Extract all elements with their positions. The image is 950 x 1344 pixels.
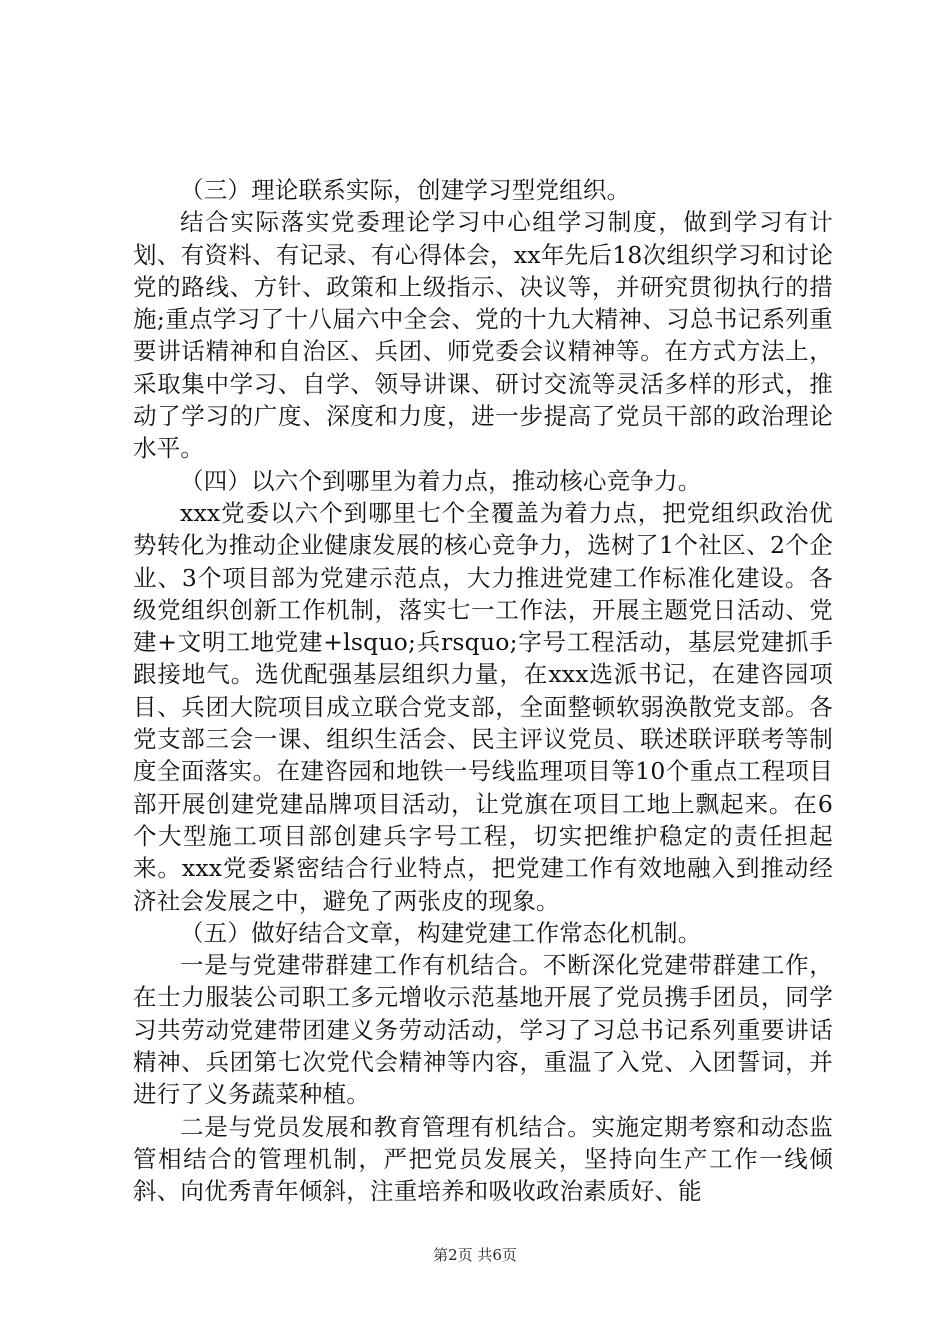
body-paragraph: xxx党委以六个到哪里七个全覆盖为着力点，把党组织政治优势转化为推动企业健康发展的核心竞争力，选树了1个社区、2个企业、3个项目部为党建示范点，大力推进党建工作标准化建设。各级党组织创新工作机制，落实七一工作法，开展主题党日活动、党建+文明工地党建+lsquo;兵rsquo;字号工程活动，基层党建抓手跟接地气。选优配强基层组织力量，在xxx选派书记，在建咨园项目、兵团大院项目成立联合党支部，全面整顿软弱涣散党支部。各党支部三会一课、组织生活会、民主评议党员、联述联评联考等制度全面落实。在建咨园和地铁一号线监理项目等10个重点工程项目部开展创建党建品牌项目活动，让党旗在项目工地上飘起来。在6个大型施工项目部创建兵字号工程，切实把维护稳定的责任担起来。xxx党委紧密结合行业特点，把党建工作有效地融入到推动经济社会发展之中，避免了两张皮的现象。 <box>133 498 833 915</box>
body-paragraph: 一是与党建带群建工作有机结合。不断深化党建带群建工作，在士力服装公司职工多元增收示范基地开展了党员携手团员，同学习共劳动党建带团建义务劳动活动，学习了习总书记系列重要讲话精神、兵团第七次党代会精神等内容，重温了入党、入团誓词，并进行了义务蔬菜种植。 <box>133 951 833 1109</box>
section-heading-4: （四）以六个到哪里为着力点，推动核心竞争力。 <box>180 466 702 495</box>
section-heading-5: （五）做好结合文章，构建党建工作常态化机制。 <box>180 918 702 947</box>
page-number-footer: 第2页 共6页 <box>433 1246 517 1264</box>
body-paragraph: 结合实际落实党委理论学习中心组学习制度，做到学习有计划、有资料、有记录、有心得体会，xx年先后18次组织学习和讨论党的路线、方针、政策和上级指示、决议等，并研究贯彻执行的措施;重点学习了十八届六中全会、党的十九大精神、习总书记系列重要讲话精神和自治区、兵团、师党委会议精神等。在方式方法上，采取集中学习、自学、领导讲课、研讨交流等灵活多样的形式，推动了学习的广度、深度和力度，进一步提高了党员干部的政治理论水平。 <box>133 208 833 463</box>
document-body <box>133 174 833 1208</box>
body-paragraph: 二是与党员发展和教育管理有机结合。实施定期考察和动态监管相结合的管理机制，严把党员发展关，坚持向生产工作一线倾斜、向优秀青年倾斜，注重培养和吸收政治素质好、能 <box>133 1112 833 1206</box>
section-heading-3: （三）理论联系实际，创建学习型党组织。 <box>180 176 631 204</box>
